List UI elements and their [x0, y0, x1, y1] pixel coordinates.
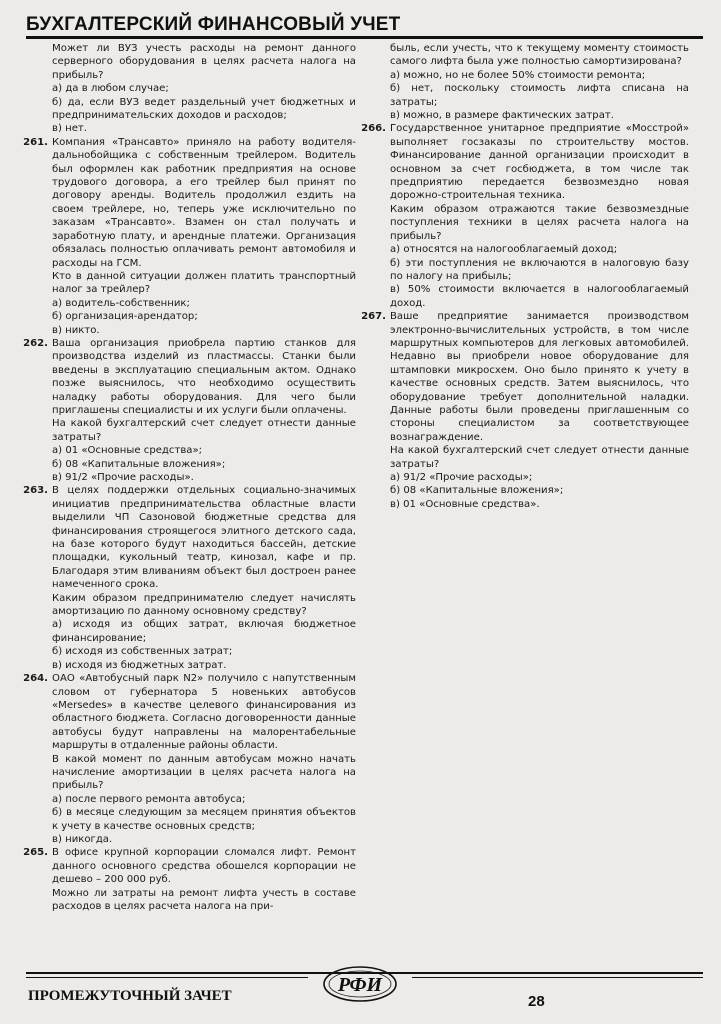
question-number: 264.: [23, 673, 48, 685]
question-text: Ваша организация приобрела партию станков для производства изделий из пластмассы. Станки были введены в эксплуатацию специальным актом. Однако позже выяснилось, что необходимо осуществить наладку работы оборудования. Для чего были приглашены специалисты и их услуги были оплачены.: [52, 337, 356, 416]
question-prompt: Можно ли затраты на ремонт лифта учесть в составе расходов в целях расчета налога на при-: [52, 887, 356, 912]
answer-option: а) водитель-собственник;: [52, 297, 190, 309]
footer-title: ПРОМЕЖУТОЧНЫЙ ЗАЧЕТ: [28, 988, 232, 1004]
page-number: 28: [528, 993, 545, 1010]
question-text: Государственное унитарное предприятие «Мосстрой» выполняет госзаказы по строительству мостов. Финансирование данной организации происходит в основном за счет госбюджета, в том числе так предприятию передается безвозмездно новая дорожно-строительная техника.: [390, 123, 689, 202]
answer-option: в) 01 «Основные средства».: [390, 498, 540, 510]
question-number: 266.: [361, 123, 386, 135]
header-rule: [26, 36, 703, 39]
answer-option: а) после первого ремонта автобуса;: [52, 793, 246, 805]
question-prompt: На какой бухгалтерский счет следует отнести данные затраты?: [390, 445, 689, 470]
question-number: 262.: [23, 337, 48, 349]
answer-option: б) эти поступления не включаются в налоговую базу по налогу на прибыль;: [390, 257, 689, 282]
question-number: 261.: [23, 136, 48, 148]
answer-option: б) в месяце следующим за месяцем принятия объектов к учету в качестве основных средств;: [52, 807, 356, 832]
answer-option: в) нет.: [52, 123, 87, 135]
question-266: [356, 122, 689, 310]
right-column: [356, 42, 689, 511]
question-265: [18, 846, 356, 913]
left-column: [18, 42, 356, 913]
answer-option: в) 50% стоимости включается в налогооблагаемый доход.: [390, 284, 689, 309]
question-260-continuation: [18, 42, 356, 136]
answer-option: б) 08 «Капитальные вложения»;: [390, 485, 564, 497]
question-text: Компания «Трансавто» приняло на работу водителя-дальнобойщика с собственным трейлером. Водитель был оформлен как работник предприятия на основе трудового договора, а его трейлер был принят по договору аренды. Водитель продолжил ездить на своем трейлере, но, теперь уже исключительно по заказам «Трансавто». Взамен он стал получать и заработную плату, и арендные платежи. Организация обязалась полностью оплачивать ремонт автомобиля и расходы на ГСМ.: [52, 136, 356, 269]
question-262: [18, 337, 356, 484]
answer-option: в) никогда.: [52, 833, 113, 845]
question-261: [18, 136, 356, 337]
running-header-title: БУХГАЛТЕРСКИЙ ФИНАНСОВЫЙ УЧЕТ: [26, 14, 401, 35]
answer-option: а) 01 «Основные средства»;: [52, 445, 203, 457]
question-text: Ваше предприятие занимается производством электронно-вычислительных устройств, в том числе маршрутных компьютеров для легковых автомобилей. Недавно вы приобрели новое оборудование для штамповки микросхем. Оно было принято к учету в качестве основных средств. Затем выяснилось, что оборудование требует дополнительной наладки. Данные работы были проведены приглашенным со стороны специалистом за соответствующее вознаграждение.: [390, 311, 689, 443]
question-number: 263.: [23, 485, 48, 497]
answer-option: а) 91/2 «Прочие расходы»;: [390, 472, 533, 483]
question-text: Может ли ВУЗ учесть расходы на ремонт данного серверного оборудования в целях расчета налога на прибыль?: [52, 43, 356, 81]
answer-option: б) организация-арендатор;: [52, 311, 198, 323]
answer-option: а) можно, но не более 50% стоимости ремонта;: [390, 69, 646, 81]
question-prompt: В какой момент по данным автобусам можно начать начисление амортизации в целях расчета налога на прибыль?: [52, 753, 356, 792]
question-264: [18, 672, 356, 846]
logo-text: РФИ: [337, 974, 383, 996]
question-number: 267.: [361, 311, 386, 323]
question-text: В целях поддержки отдельных социально-значимых инициатив предпринимательства областные власти выделили ЧП Сазоновой бюджетные средства для финансирования строящегося элитного детского сада, на базе которого будут находиться бассейн, детские площадки, кукольный театр, кинозал, кафе и пр. Благодаря этим вливаниям объект был достроен ранее намеченного срока.: [52, 485, 356, 591]
question-prompt: Кто в данной ситуации должен платить транспортный налог за трейлер?: [52, 270, 356, 296]
question-text: ОАО «Автобусный парк N2» получило с напутственным словом от губернатора 5 новеньких автобусов «Mersedes» в качестве целевого финансирования из областного бюджета. Согласно договоренности данные автобусы будут направлены на малорентабельные маршруты в отдаленные районы области.: [52, 673, 356, 752]
question-267: [356, 310, 689, 511]
question-prompt: Каким образом отражаются такие безвозмездные поступления техники в целях расчета налога на прибыль?: [390, 203, 689, 242]
answer-option: в) можно, в размере фактических затрат.: [390, 110, 614, 122]
rfi-logo: [308, 964, 412, 1004]
answer-option: в) никто.: [52, 324, 100, 336]
answer-option: а) да в любом случае;: [52, 83, 169, 95]
question-text: быль, если учесть, что к текущему моменту стоимость самого лифта была уже полностью самортизирована?: [390, 43, 689, 68]
question-265-continuation: [356, 42, 689, 122]
answer-option: а) относятся на налогооблагаемый доход;: [390, 244, 618, 256]
question-prompt: На какой бухгалтерский счет следует отнести данные затраты?: [52, 418, 356, 443]
question-number: 265.: [23, 847, 48, 859]
question-263: [18, 484, 356, 672]
answer-option: б) нет, поскольку стоимость лифта списана на затраты;: [390, 83, 689, 108]
answer-option: б) исходя из собственных затрат;: [52, 646, 233, 658]
answer-option: в) 91/2 «Прочие расходы».: [52, 472, 194, 483]
answer-option: а) исходя из общих затрат, включая бюджетное финансирование;: [52, 619, 356, 644]
answer-option: б) да, если ВУЗ ведет раздельный учет бюджетных и предпринимательских доходов и расходов;: [52, 96, 356, 122]
question-prompt: Каким образом предпринимателю следует начислять амортизацию по данному основному средству?: [52, 592, 356, 618]
answer-option: в) исходя из бюджетных затрат.: [52, 659, 227, 671]
question-text: В офисе крупной корпорации сломался лифт. Ремонт данного основного средства обошелся корпорации не дешево – 200 000 руб.: [52, 847, 356, 886]
answer-option: б) 08 «Капитальные вложения»;: [52, 458, 226, 470]
